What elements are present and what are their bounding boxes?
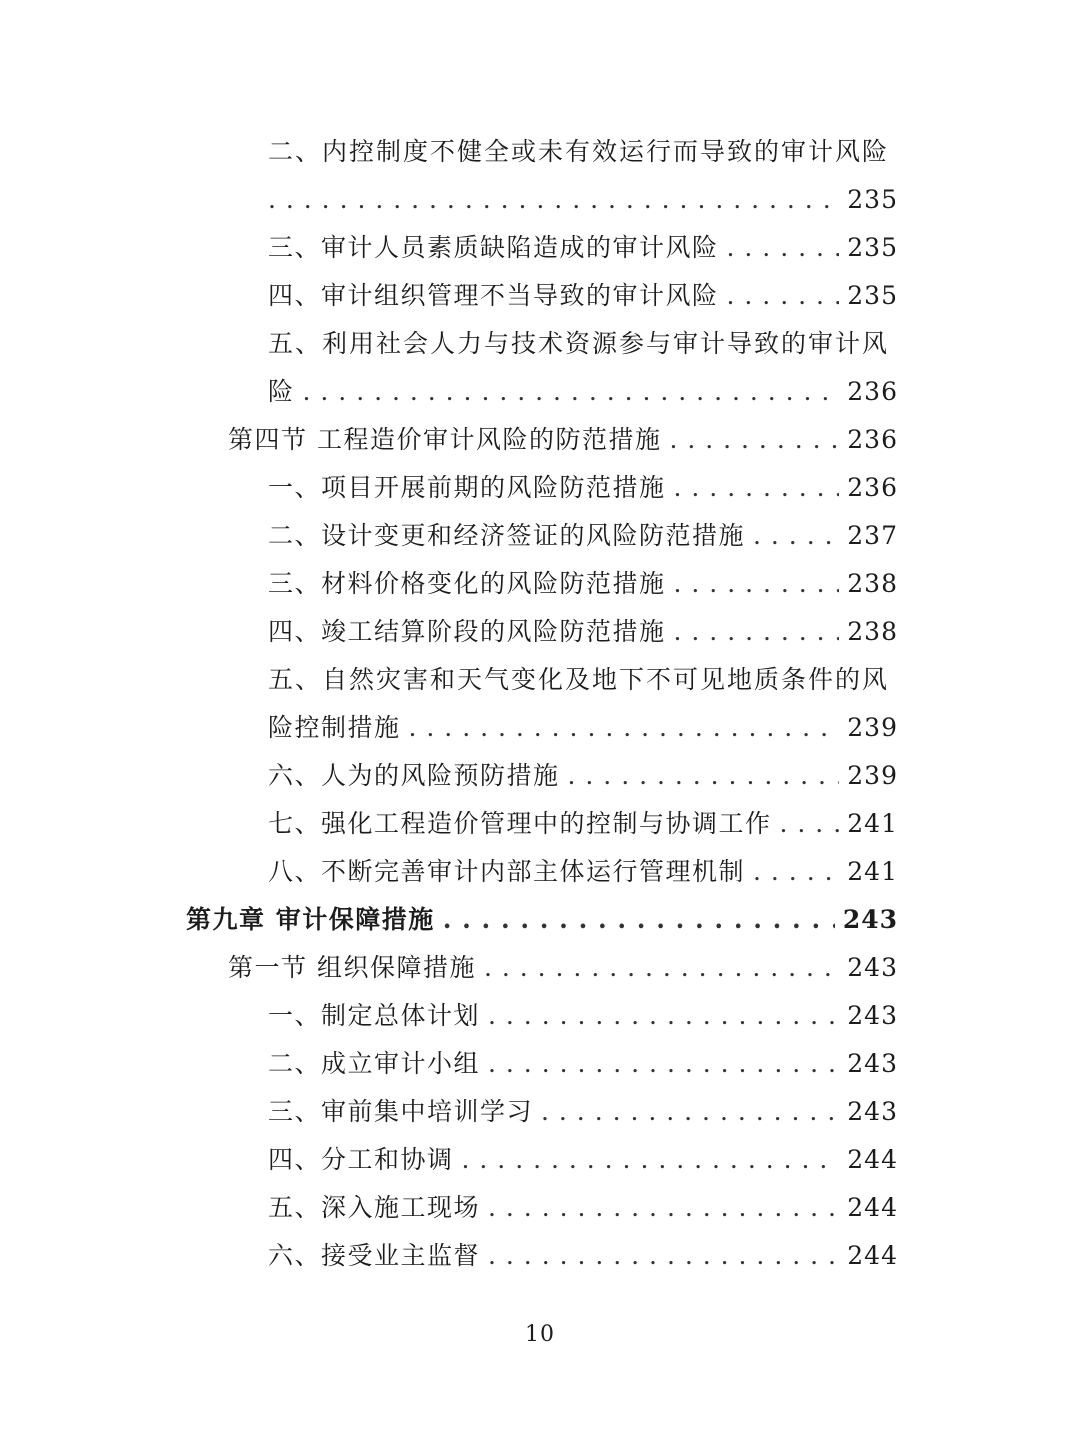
- toc-dot-leader: [674, 608, 840, 656]
- toc-entry[interactable]: [0, 800, 1080, 848]
- toc-entry[interactable]: [0, 464, 1080, 512]
- toc-page-number: 244: [847, 1241, 898, 1270]
- toc-entry-title: 五、深入施工现场: [268, 1193, 481, 1222]
- toc-entry-line: [186, 896, 898, 944]
- toc-page-number: 238: [847, 617, 898, 646]
- toc-dot-leader: [268, 176, 839, 224]
- toc-entry-title: 四、审计组织管理不当导致的审计风险: [268, 281, 719, 310]
- toc-entry-line: [268, 1040, 898, 1088]
- toc-dot-leader: [780, 800, 840, 848]
- toc-entry-title: 五、利用社会人力与技术资源参与审计导致的审计风: [268, 329, 890, 358]
- toc-dot-leader: [753, 512, 839, 560]
- toc-entry-line: [268, 176, 898, 224]
- toc-entry-title: 八、不断完善审计内部主体运行管理机制: [268, 857, 746, 886]
- toc-entry[interactable]: [0, 944, 1080, 992]
- toc-dot-leader: [568, 752, 840, 800]
- toc-entry-line: [268, 704, 898, 752]
- toc-entry-title: 第四节 工程造价审计风险的防范措施: [228, 425, 662, 454]
- toc-page-number: 241: [847, 857, 898, 886]
- toc-entry[interactable]: [0, 1232, 1080, 1280]
- toc-dot-leader: [727, 272, 840, 320]
- toc-page-number: 241: [847, 809, 898, 838]
- toc-page-number: 235: [847, 185, 898, 214]
- toc-entry-line: [268, 128, 898, 176]
- toc-page-number: 243: [842, 905, 898, 934]
- toc-entry-title: 第一节 组织保障措施: [228, 953, 476, 982]
- toc-entry-title: 二、内控制度不健全或未有效运行而导致的审计风险: [268, 137, 890, 166]
- toc-line-wrapped[interactable]: [0, 656, 1080, 704]
- toc-entry-line: [268, 848, 898, 896]
- toc-entry-line: [268, 464, 898, 512]
- toc-dot-leader: [674, 464, 840, 512]
- toc-entry-line: [228, 944, 898, 992]
- toc-entry-line: [268, 1136, 898, 1184]
- toc-entry-line: [268, 1088, 898, 1136]
- toc-entry-line: [268, 992, 898, 1040]
- toc-page-number: 237: [847, 521, 898, 550]
- toc-page-number: 236: [847, 473, 898, 502]
- toc-line-wrapped[interactable]: [0, 320, 1080, 368]
- toc-dot-leader: [727, 224, 840, 272]
- toc-entry[interactable]: [0, 1136, 1080, 1184]
- toc-entry-title: 二、成立审计小组: [268, 1049, 481, 1078]
- toc-page-number: 235: [847, 233, 898, 262]
- toc-page-number: 238: [847, 569, 898, 598]
- toc-entry[interactable]: [0, 368, 1080, 416]
- toc-page-number: 244: [847, 1193, 898, 1222]
- toc-dot-leader: [674, 560, 840, 608]
- toc-entry-line: [268, 224, 898, 272]
- toc-entry[interactable]: [0, 992, 1080, 1040]
- toc-entry-title: 七、强化工程造价管理中的控制与协调工作: [268, 809, 772, 838]
- toc-entry[interactable]: [0, 848, 1080, 896]
- toc-dot-leader: [443, 896, 835, 944]
- toc-entry-line: [268, 320, 898, 368]
- toc-page-number: 235: [847, 281, 898, 310]
- toc-page-number: 244: [847, 1145, 898, 1174]
- toc-entry-title: 六、接受业主监督: [268, 1241, 481, 1270]
- toc-page-number: 239: [847, 713, 898, 742]
- toc-entry-line: [228, 416, 898, 464]
- toc-entry-title: 六、人为的风险预防措施: [268, 761, 560, 790]
- toc-dot-leader: [303, 368, 840, 416]
- toc-entry-line: [268, 272, 898, 320]
- toc-entry[interactable]: [0, 1088, 1080, 1136]
- toc-entry[interactable]: [0, 896, 1080, 944]
- toc-dot-leader: [488, 1040, 839, 1088]
- toc-entry-line: [268, 512, 898, 560]
- toc-page-number: 236: [847, 377, 898, 406]
- toc-entry-title: 一、项目开展前期的风险防范措施: [268, 473, 666, 502]
- toc-entry[interactable]: [0, 1040, 1080, 1088]
- toc-entry-title: 二、设计变更和经济签证的风险防范措施: [268, 521, 746, 550]
- toc-entry[interactable]: [0, 176, 1080, 224]
- toc-entry-line: [268, 752, 898, 800]
- toc-dot-leader: [488, 1232, 839, 1280]
- toc-dot-leader: [484, 944, 839, 992]
- toc-page-number: 243: [847, 1001, 898, 1030]
- toc-entry-title: 一、制定总体计划: [268, 1001, 481, 1030]
- toc-entry-title: 四、分工和协调: [268, 1145, 454, 1174]
- toc-entry-line: [268, 800, 898, 848]
- toc-entry-title: 三、审前集中培训学习: [268, 1097, 534, 1126]
- toc-entry-line: [268, 560, 898, 608]
- toc-page-number: 243: [847, 953, 898, 982]
- toc-dot-leader: [541, 1088, 839, 1136]
- toc-page-number: 239: [847, 761, 898, 790]
- toc-entry[interactable]: [0, 704, 1080, 752]
- toc-entry[interactable]: [0, 416, 1080, 464]
- toc-entry-title: 三、审计人员素质缺陷造成的审计风险: [268, 233, 719, 262]
- toc-entry[interactable]: [0, 752, 1080, 800]
- page-number: 10: [525, 1322, 555, 1347]
- toc-entry-line: [268, 608, 898, 656]
- toc-entry-line: [268, 656, 898, 704]
- toc-entry[interactable]: [0, 512, 1080, 560]
- toc-entry-title: 四、竣工结算阶段的风险防范措施: [268, 617, 666, 646]
- toc-dot-leader: [409, 704, 840, 752]
- toc-entry[interactable]: [0, 1184, 1080, 1232]
- toc-entry-line: [268, 1232, 898, 1280]
- toc-entry-line: [268, 368, 898, 416]
- toc-entry-title: 三、材料价格变化的风险防范措施: [268, 569, 666, 598]
- toc-entry-title: 险: [268, 377, 295, 406]
- toc-page-number: 243: [847, 1049, 898, 1078]
- toc-dot-leader: [669, 416, 839, 464]
- toc-dot-leader: [488, 1184, 839, 1232]
- toc-page-number: 243: [847, 1097, 898, 1126]
- toc-entry-line: [268, 1184, 898, 1232]
- toc-entry-title: 险控制措施: [268, 713, 401, 742]
- toc-line-wrapped[interactable]: [0, 128, 1080, 176]
- toc-entry[interactable]: [0, 560, 1080, 608]
- toc-entry[interactable]: [0, 224, 1080, 272]
- toc-entry[interactable]: [0, 608, 1080, 656]
- table-of-contents: [0, 128, 1080, 1280]
- toc-dot-leader: [462, 1136, 840, 1184]
- toc-entry-title: 五、自然灾害和天气变化及地下不可见地质条件的风: [268, 665, 890, 694]
- toc-dot-leader: [488, 992, 839, 1040]
- toc-page-number: 236: [847, 425, 898, 454]
- toc-dot-leader: [753, 848, 839, 896]
- toc-entry-title: 第九章 审计保障措施: [186, 905, 435, 934]
- toc-entry[interactable]: [0, 272, 1080, 320]
